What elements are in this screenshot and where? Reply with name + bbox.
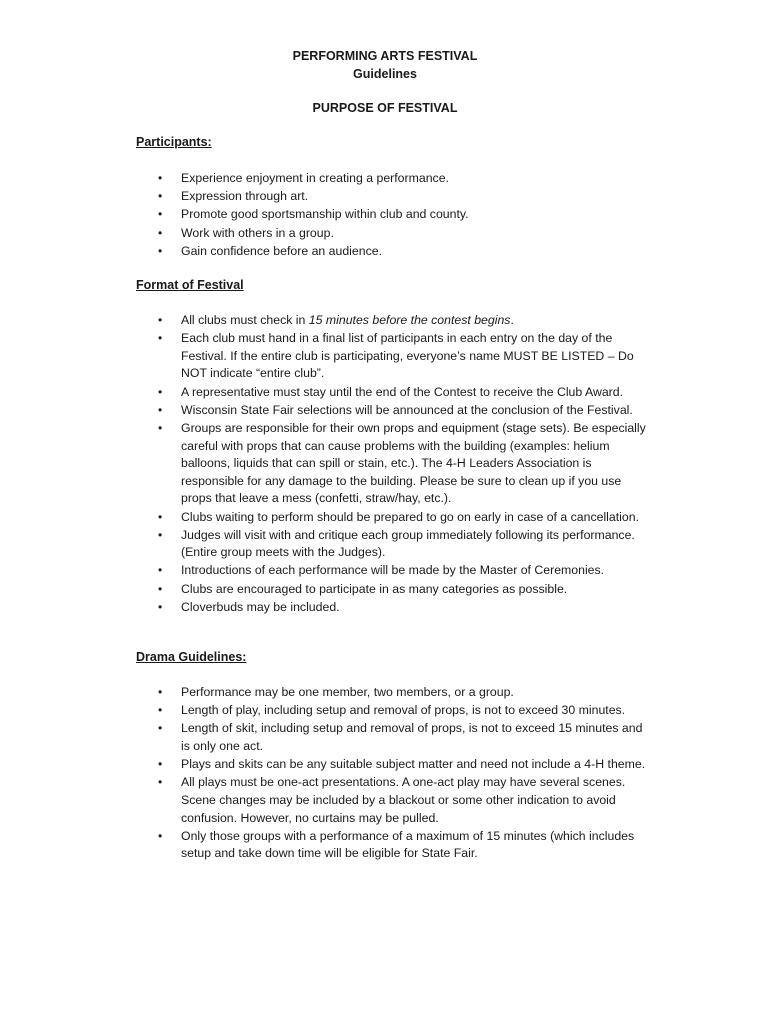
participants-heading: Participants:	[136, 135, 212, 149]
drama-list	[0, 684, 651, 864]
bullet-icon: •	[158, 243, 163, 258]
list-item: • All clubs must check in 15 minutes before the contest begins.	[0, 312, 651, 330]
bullet-icon: •	[158, 563, 163, 578]
list-item: • Introductions of each performance will be made by the Master of Ceremonies.	[0, 562, 651, 580]
list-item: • Expression through art.	[0, 188, 651, 206]
bullet-icon: •	[158, 685, 163, 699]
format-heading: Format of Festival	[136, 278, 244, 292]
bullet-icon: •	[158, 581, 163, 596]
bullet-icon: •	[158, 313, 163, 327]
bullet-icon: •	[158, 527, 163, 542]
list-item: • Cloverbuds may be included.	[0, 599, 651, 617]
drama-heading: Drama Guidelines:	[136, 650, 247, 664]
list-item: • Each club must hand in a final list of participants in each entry on the day of the Festival. If the entire club is participating, everyone’s name MUST BE LISTED – Do NOT indicate “entire club”.	[158, 331, 634, 381]
list-item: • Judges will visit with and critique each group immediately following its performance. (Entire group meets with the Judges).	[158, 527, 635, 560]
bullet-icon: •	[158, 757, 163, 772]
bullet-icon: •	[158, 721, 163, 736]
bullet-icon: •	[158, 207, 163, 222]
bullet-icon: •	[158, 599, 163, 614]
format-list	[0, 312, 651, 617]
list-item: • All plays must be one-act presentations. A one-act play may have several scenes. Scene changes may be included by a blackout or some other indication to avoid confusion. However, no curtains may be pulled.	[158, 775, 626, 825]
list-item: • Experience enjoyment in creating a performance.	[0, 170, 651, 188]
bullet-icon: •	[158, 331, 163, 346]
list-item: • Plays and skits can be any suitable subject matter and need not include a 4-H theme.	[0, 756, 651, 774]
bullet-icon: •	[158, 384, 163, 399]
list-item: • Performance may be one member, two members, or a group.	[0, 684, 651, 702]
bullet-icon: •	[158, 703, 163, 718]
bullet-icon: •	[158, 171, 163, 185]
bullet-icon: •	[158, 189, 163, 204]
list-item: • Length of play, including setup and removal of props, is not to exceed 30 minutes.	[0, 702, 651, 720]
list-item: • Promote good sportsmanship within club and county.	[0, 206, 651, 224]
participants-list	[0, 170, 651, 261]
bullet-icon: •	[158, 402, 163, 417]
list-item: • Clubs waiting to perform should be prepared to go on early in case of a cancellation.	[0, 509, 651, 527]
document-title: PERFORMING ARTS FESTIVAL	[292, 49, 478, 63]
document-subtitle: Guidelines	[353, 67, 417, 81]
bullet-icon: •	[158, 828, 163, 843]
list-item: • Wisconsin State Fair selections will be announced at the conclusion of the Festival.	[0, 402, 651, 420]
list-item: • A representative must stay until the end of the Contest to receive the Club Award.	[0, 384, 651, 402]
bullet-icon: •	[158, 775, 163, 790]
bullet-icon: •	[158, 420, 163, 435]
bullet-icon: •	[158, 509, 163, 524]
bullet-icon: •	[158, 225, 163, 240]
purpose-heading: PURPOSE OF FESTIVAL	[312, 101, 458, 115]
list-item: • Clubs are encouraged to participate in as many categories as possible.	[0, 581, 651, 599]
list-item: • Work with others in a group.	[0, 225, 651, 243]
list-item: • Length of skit, including setup and removal of props, is not to exceed 15 minutes and is only one act.	[158, 721, 643, 753]
list-item: • Groups are responsible for their own props and equipment (stage sets). Be especially careful with props that can cause problems with the building (examples: helium balloons, liquids that can spill or stain, etc.). The 4-H Leaders Association is responsible for any damage to the building. Please be sure to clean up if you use props that leave a mess (confetti, straw/hay, etc.).	[158, 420, 646, 506]
list-item: • Gain confidence before an audience.	[0, 243, 651, 261]
list-item: • Only those groups with a performance of a maximum of 15 minutes (which includes setup and take down time will be eligible for State Fair.	[158, 828, 635, 861]
